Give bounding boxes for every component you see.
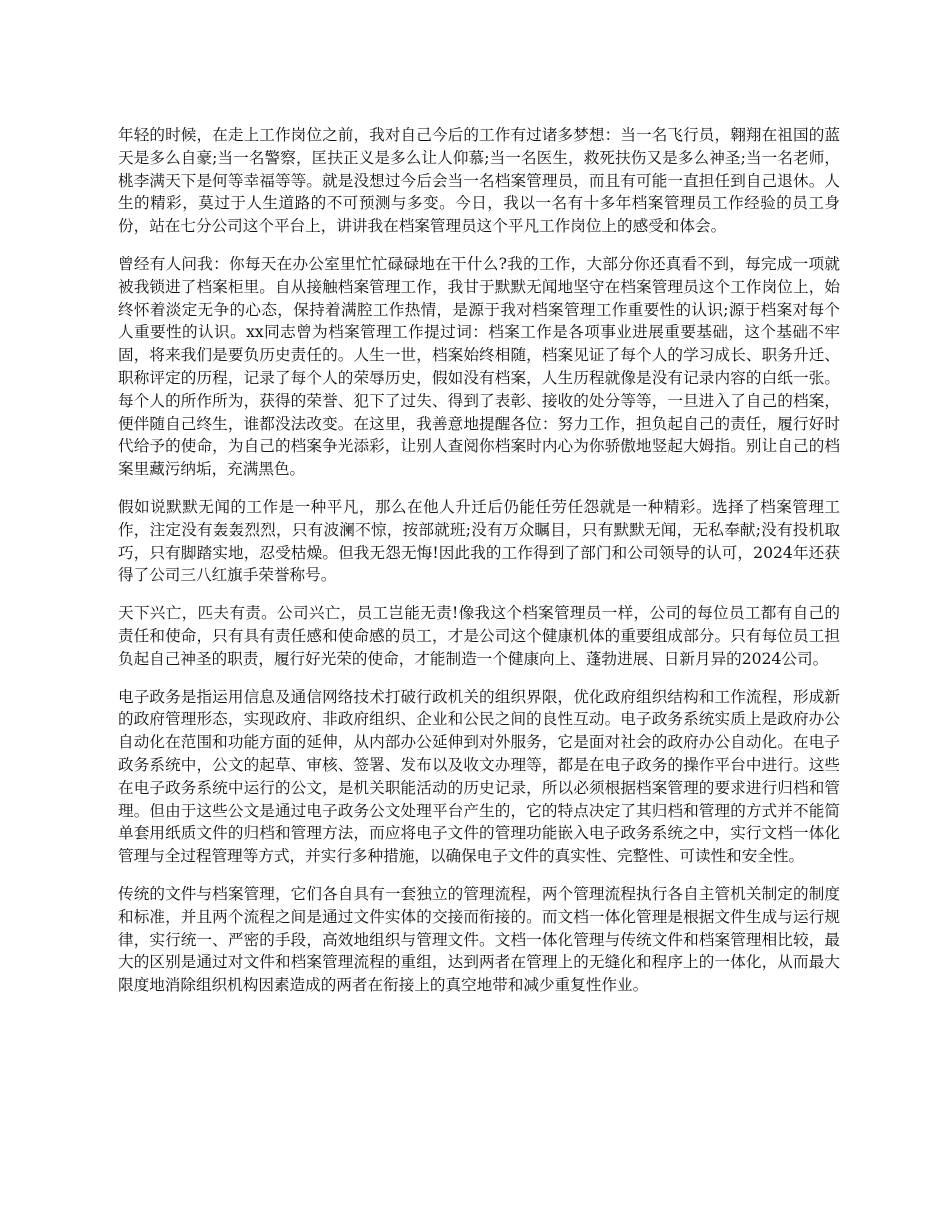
document-page: [118, 124, 840, 1012]
paragraph-1: 年轻的时候，在走上工作岗位之前，我对自己今后的工作有过诸多梦想：当一名飞行员，翱翔在祖国的蓝天是多么自豪;当一名警察，匡扶正义是多么让人仰慕;当一名医生，救死扶伤又是多么神圣;当一名老师，桃李满天下是何等幸福等等。就是没想过今后会当一名档案管理员，而且有可能一直担任到自己退休。人生的精彩，莫过于人生道路的不可预测与多变。今日，我以一名有十多年档案管理员工作经验的员工身份，站在七分公司这个平台上，讲讲我在档案管理员这个平凡工作岗位上的感受和体会。: [118, 126, 840, 236]
paragraph-6: 传统的文件与档案管理，它们各自具有一套独立的管理流程，两个管理流程执行各自主管机关制定的制度和标准，并且两个流程之间是通过文件实体的交接而衔接的。而文档一体化管理是根据文件生成与运行规律，实行统一、严密的手段，高效地组织与管理文件。文档一体化管理与传统文件和档案管理相比较，最大的区别是通过对文件和档案管理流程的重组，达到两者在管理上的无缝化和程序上的一体化，从而最大限度地消除组织机构因素造成的两者在衔接上的真空地带和减少重复性作业。: [118, 884, 840, 995]
paragraph-4: 天下兴亡，匹夫有责。公司兴亡，员工岂能无责!像我这个档案管理员一样，公司的每位员工都有自己的责任和使命，只有具有责任感和使命感的员工，才是公司这个健康机体的重要组成部分。只有每位员工担负起自己神圣的职责，履行好光荣的使命，才能制造一个健康向上、蓬勃进展、日新月异的2024公司。: [118, 604, 840, 668]
paragraph-5: 电子政务是指运用信息及通信网络技术打破行政机关的组织界限，优化政府组织结构和工作流程，形成新的政府管理形态，实现政府、非政府组织、企业和公民之间的良性互动。电子政务系统实质上是政府办公自动化在范围和功能方面的延伸，从内部办公延伸到对外服务，它是面对社会的政府办公自动化。在电子政务系统中，公文的起草、审核、签署、发布以及收文办理等，都是在电子政务的操作平台中进行。这些在电子政务系统中运行的公文，是机关职能活动的历史记录，所以必须根据档案管理的要求进行归档和管理。但由于这些公文是通过电子政务公文处理平台产生的，它的特点决定了其归档和管理的方式并不能简单套用纸质文件的归档和管理方法，而应将电子文件的管理功能嵌入电子政务系统之中，实行文档一体化管理与全过程管理等方式，并实行多种措施，以确保电子文件的真实性、完整性、可读性和安全性。: [118, 687, 840, 866]
paragraph-3: 假如说默默无闻的工作是一种平凡，那么在他人升迁后仍能任劳任怨就是一种精彩。选择了档案管理工作，注定没有轰轰烈烈，只有波澜不惊，按部就班;没有万众瞩目，只有默默无闻，无私奉献;没有投机取巧，只有脚踏实地，忍受枯燥。但我无怨无悔!因此我的工作得到了部门和公司领导的认可，2024年还获得了公司三八红旗手荣誉称号。: [118, 497, 840, 585]
paragraph-2: 曾经有人问我：你每天在办公室里忙忙碌碌地在干什么?我的工作，大部分你还真看不到，每完成一项就被我锁进了档案柜里。自从接触档案管理工作，我甘于默默无闻地坚守在档案管理员这个工作岗位上，始终怀着淡定无争的心态，保持着满腔工作热情，是源于我对档案管理工作重要性的认识;源于档案对每个人重要性的认识。xx同志曾为档案管理工作提过词：档案工作是各项事业进展重要基础，这个基础不牢固，将来我们是要负历史责任的。人生一世，档案始终相随，档案见证了每个人的学习成长、职务升迁、职称评定的历程，记录了每个人的荣辱历史，假如没有档案，人生历程就像是没有记录内容的白纸一张。每个人的所作所为，获得的荣誉、犯下了过失、得到了表彰、接收的处分等等，一旦进入了自己的档案，便伴随自己终生，谁都没法改变。在这里，我善意地提醒各位：努力工作，担负起自己的责任，履行好时代给予的使命，为自己的档案争光添彩，让别人查阅你档案时内心为你骄傲地竖起大姆指。别让自己的档案里藏污纳垢，充满黑色。: [118, 254, 840, 479]
